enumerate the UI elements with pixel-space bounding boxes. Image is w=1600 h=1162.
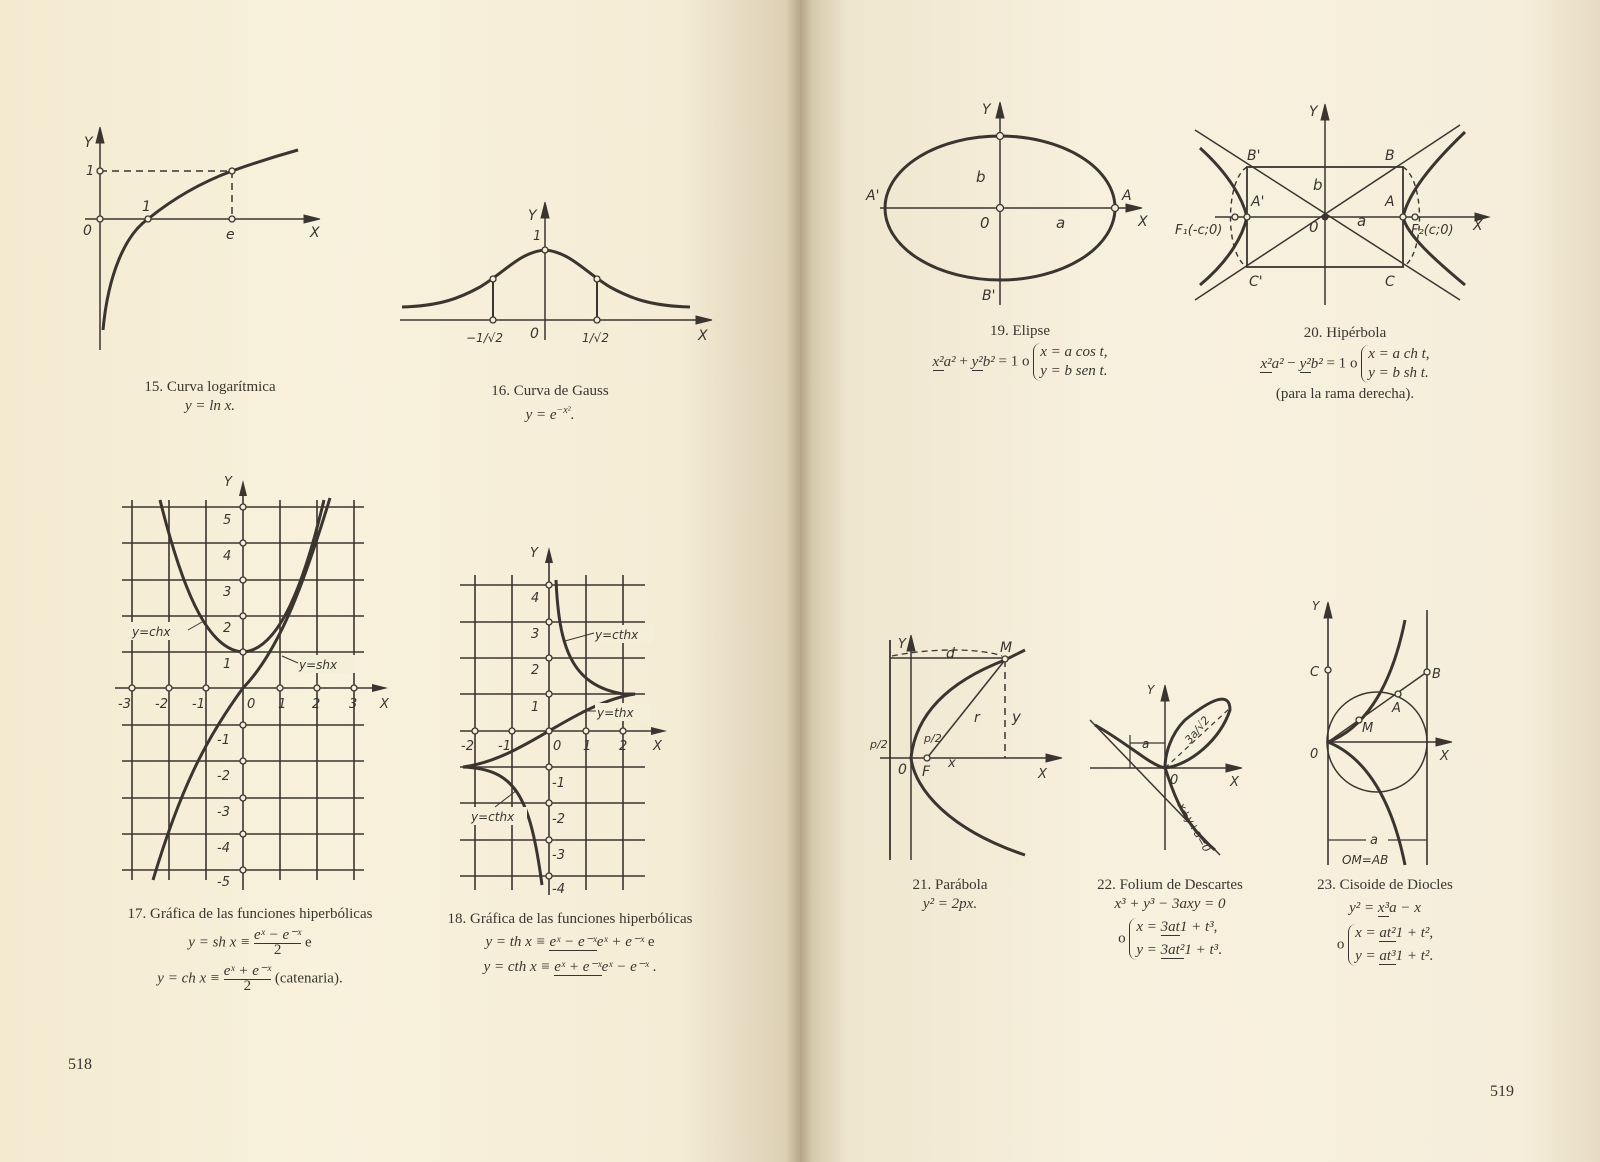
svg-text:A': A' [866,188,880,204]
svg-text:Y: Y [224,475,232,490]
page-number-right: 519 [1490,1083,1514,1100]
svg-text:y=cthx: y=cthx [471,810,515,824]
svg-text:y: y [1012,708,1021,726]
svg-text:2: 2 [531,663,540,678]
caption-figure-21: 21. Parábola y² = 2px. [890,876,1010,914]
svg-text:a: a [1370,833,1378,848]
figure-15-log-curve [80,125,330,355]
formula-cosh: y = ch $x \equiv \frac{\text{eˣ + e⁻ˣ}}{2}$ (catenaria). [157,963,343,994]
svg-text:−1/√2: −1/√2 [466,331,504,345]
formula-hyperbola: x²a² − y²b² = 1 o x = a ch t, y = b sh t. [1260,346,1430,381]
figure-19-ellipse [860,100,1160,310]
svg-text:C: C [1310,665,1320,680]
svg-text:3: 3 [223,585,232,600]
svg-text:-1: -1 [192,697,205,712]
svg-text:B: B [1385,148,1395,164]
svg-text:C': C' [1249,274,1263,290]
svg-text:4: 4 [531,591,540,606]
svg-text:0: 0 [1170,773,1179,788]
formula-gauss: $y = e^{-x^2}$. [525,405,575,423]
svg-text:4: 4 [223,549,232,564]
svg-text:2: 2 [312,697,321,712]
svg-text:e: e [226,227,235,243]
svg-text:3a/√2: 3a/√2 [1182,713,1213,747]
svg-text:A: A [1392,701,1401,716]
svg-text:X: X [1440,749,1449,764]
svg-text:y=thx: y=thx [597,706,634,720]
svg-text:1: 1 [223,657,232,672]
figure-21-parabola [870,630,1070,860]
svg-text:-3: -3 [217,805,230,820]
svg-text:a: a [1142,737,1150,751]
svg-text:F₂(c;0): F₂(c;0) [1411,223,1454,238]
svg-text:Y: Y [982,102,991,118]
svg-text:1: 1 [583,739,592,754]
svg-text:B': B' [1247,148,1261,164]
caption-figure-20: 20. Hipérbola x²a² − y²b² = 1 o x = a ch t, y = b sh t. (para la rama derecha). [1205,324,1485,404]
svg-text:x: x [948,756,956,771]
book-spine [786,0,812,1162]
svg-text:Y: Y [1312,599,1320,613]
svg-text:0: 0 [83,223,92,239]
formula-ln: y = ln x. [184,398,236,414]
svg-text:1/√2: 1/√2 [582,331,609,345]
svg-text:X: X [653,739,662,754]
formula-tanh: y = th x ≡ eˣ − e⁻ˣeˣ + e⁻ˣ e [485,934,655,951]
svg-text:-2: -2 [552,812,565,827]
svg-text:X: X [1473,218,1483,234]
formula-ellipse: x²a² + y²b² = 1 o x = a cos t, y = b sen t. [932,344,1108,379]
svg-text:p/2: p/2 [924,732,942,745]
formula-folium: x³ + y³ − 3axy = 0 [1114,896,1226,912]
svg-text:B: B [1432,667,1441,682]
svg-text:A: A [1122,188,1132,204]
svg-text:2: 2 [223,621,232,636]
svg-text:X: X [1038,767,1047,782]
svg-text:X: X [380,697,389,712]
formula-cissoid: y² = x³a − x [1349,900,1421,917]
svg-text:b: b [976,168,986,186]
svg-text:y=shx: y=shx [299,658,338,672]
svg-text:F: F [922,764,931,780]
svg-text:1: 1 [86,164,95,179]
svg-text:-1: -1 [552,776,565,791]
svg-text:1: 1 [533,229,542,244]
svg-text:Y: Y [1147,683,1155,697]
svg-text:-2: -2 [461,739,474,754]
svg-text:0: 0 [980,214,990,232]
svg-text:d: d [946,646,955,662]
svg-text:M: M [1000,640,1013,656]
svg-text:Y: Y [530,546,538,561]
figure-17-sinh-cosh-graph [110,475,410,890]
formula-sinh: y = sh $x \equiv \frac{\text{eˣ − e⁻ˣ}}{2}$ e [188,927,312,958]
svg-text:B': B' [982,288,996,304]
figure-23-cissoid-diocles [1290,600,1460,870]
svg-text:x+y+a=0: x+y+a=0 [1174,800,1214,855]
caption-figure-23: 23. Cisoide de Diocles y² = x³a − x o x = at²1 + t², y = at³1 + t². [1275,876,1495,966]
caption-figure-17: 17. Gráfica de las funciones hiperbólicas y = sh $x \equiv \frac{\text{eˣ − e⁻ˣ}}{2}$ e y = ch $x \equiv \frac{\text{eˣ + e⁻ˣ}}{2}$ (catenaria). [60,905,440,994]
svg-text:A': A' [1251,194,1265,210]
svg-text:-5: -5 [217,875,230,890]
svg-text:Y: Y [528,208,537,224]
svg-text:y=chx: y=chx [132,625,171,639]
svg-text:5: 5 [223,513,232,528]
svg-text:y=cthx: y=cthx [595,628,639,642]
svg-text:X: X [310,225,320,241]
svg-text:-1: -1 [498,739,511,754]
svg-text:OM=AB: OM=AB [1342,853,1389,867]
svg-text:1: 1 [278,697,287,712]
caption-figure-18: 18. Gráfica de las funciones hiperbólicas y = th x ≡ eˣ − e⁻ˣeˣ + e⁻ˣ e y = cth x ≡ eˣ + e⁻ˣeˣ − e⁻ˣ . [445,910,695,977]
formula-coth: y = cth x ≡ eˣ + e⁻ˣeˣ − e⁻ˣ . [483,959,657,976]
caption-figure-22: 22. Folium de Descartes x³ + y³ − 3axy = 0 o x = 3at1 + t³, y = 3at²1 + t³. [1060,876,1280,960]
svg-text:0: 0 [1309,218,1319,236]
svg-text:-3: -3 [118,697,131,712]
svg-text:a: a [1357,212,1367,230]
figure-20-hyperbola [1175,100,1485,310]
svg-text:3: 3 [349,697,358,712]
figure-22-folium-descartes [1090,680,1250,860]
svg-text:1: 1 [531,700,540,715]
page-number-left: 518 [68,1056,92,1073]
svg-text:F₁(-c;0): F₁(-c;0) [1175,223,1223,238]
formula-parabola: y² = 2px. [922,896,978,912]
svg-text:-4: -4 [552,882,565,897]
svg-text:X: X [1138,214,1148,230]
parametric-cissoid: o x = at²1 + t², y = at³1 + t². [1336,925,1434,965]
figure-18-tanh-coth-graph [455,545,685,895]
svg-text:Y: Y [84,135,93,151]
svg-text:0: 0 [553,739,562,754]
svg-text:-4: -4 [217,841,230,856]
svg-text:a: a [1056,214,1066,232]
svg-text:0: 0 [247,697,256,712]
svg-text:-3: -3 [552,848,565,863]
parametric-folium: o x = 3at1 + t³, y = 3at²1 + t³. [1118,919,1222,959]
svg-text:X: X [1230,775,1239,790]
svg-text:b: b [1313,176,1323,194]
svg-text:0: 0 [530,326,539,342]
svg-text:3: 3 [531,627,540,642]
svg-text:-2: -2 [155,697,168,712]
svg-text:0: 0 [1310,747,1319,762]
svg-text:2: 2 [619,739,628,754]
svg-text:Y: Y [1309,104,1318,120]
caption-figure-16: 16. Curva de Gauss $y = e^{-x^2}$. [440,382,660,425]
svg-text:M: M [1362,721,1374,736]
caption-figure-15: 15. Curva logarítmica y = ln x. [100,378,320,416]
svg-text:r: r [974,710,980,726]
caption-figure-19: 19. Elipse x²a² + y²b² = 1 o x = a cos t, y = b sen t. [890,322,1150,381]
svg-text:p/2: p/2 [870,738,888,751]
svg-text:A: A [1385,194,1395,210]
svg-text:X: X [698,328,708,344]
figure-16-gauss-curve [400,200,720,360]
svg-text:-1: -1 [217,733,230,748]
svg-text:0: 0 [898,762,907,778]
svg-text:-2: -2 [217,769,230,784]
svg-text:C: C [1385,274,1395,290]
svg-text:1: 1 [142,199,151,215]
svg-text:Y: Y [898,637,906,652]
